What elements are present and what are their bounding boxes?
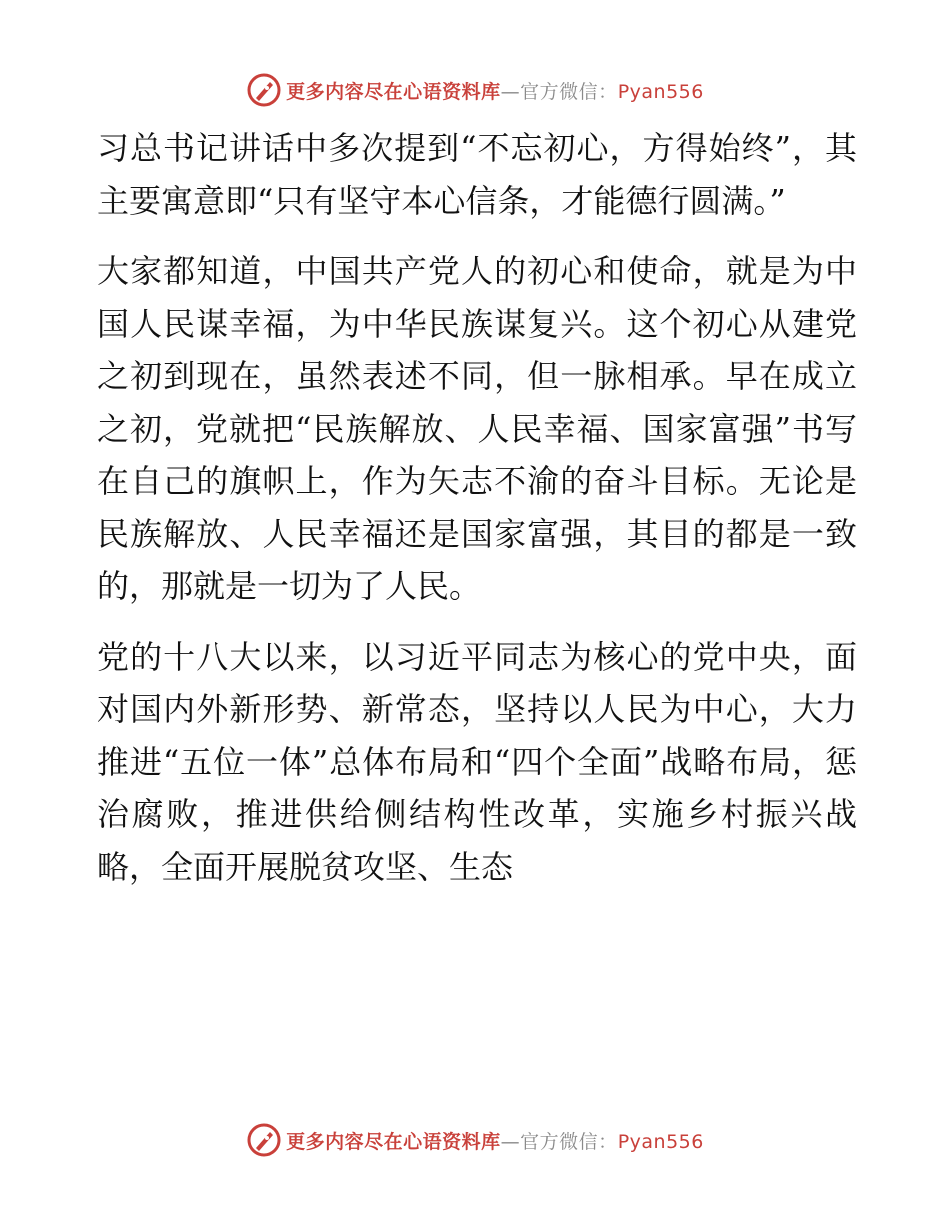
document-body (97, 122, 857, 911)
header-watermark (0, 70, 950, 110)
paragraph-1: 习总书记讲话中多次提到“不忘初心，方得始终”，其主要寓意即“只有坚守本心信条，才能德行圆满。” (97, 129, 857, 220)
paragraph-2: 大家都知道，中国共产党人的初心和使命，就是为中国人民谋幸福，为中华民族谋复兴。这个初心从建党之初到现在，虽然表述不同，但一脉相承。早在成立之初，党就把“民族解放、人民幸福、国家富强”书写在自己的旗帜上，作为矢志不渝的奋斗目标。无论是民族解放、人民幸福还是国家富强，其目的都是一致的，那就是一切为了人民。 (97, 252, 857, 605)
header-watermark-text (286, 77, 704, 104)
pen-nib-logo-icon (246, 72, 282, 108)
header-watermark-dash: — (500, 80, 521, 103)
footer-watermark-text (286, 1127, 704, 1154)
header-wechat-id: Pyan556 (617, 80, 704, 103)
footer-wechat-label: 官方微信： (520, 1130, 618, 1153)
footer-watermark (0, 1120, 950, 1160)
footer-watermark-main: 更多内容尽在心语资料库 (286, 1130, 501, 1153)
footer-wechat-id: Pyan556 (617, 1130, 704, 1153)
pen-nib-logo-icon (246, 1122, 282, 1158)
paragraph-3: 党的十八大以来，以习近平同志为核心的党中央，面对国内外新形势、新常态，坚持以人民为中心，大力推进“五位一体”总体布局和“四个全面”战略布局，惩治腐败，推进供给侧结构性改革，实施乡村振兴战略，全面开展脱贫攻坚、生态 (97, 637, 857, 886)
header-wechat-label: 官方微信： (520, 80, 618, 103)
footer-watermark-dash: — (500, 1130, 521, 1153)
header-watermark-main: 更多内容尽在心语资料库 (286, 80, 501, 103)
